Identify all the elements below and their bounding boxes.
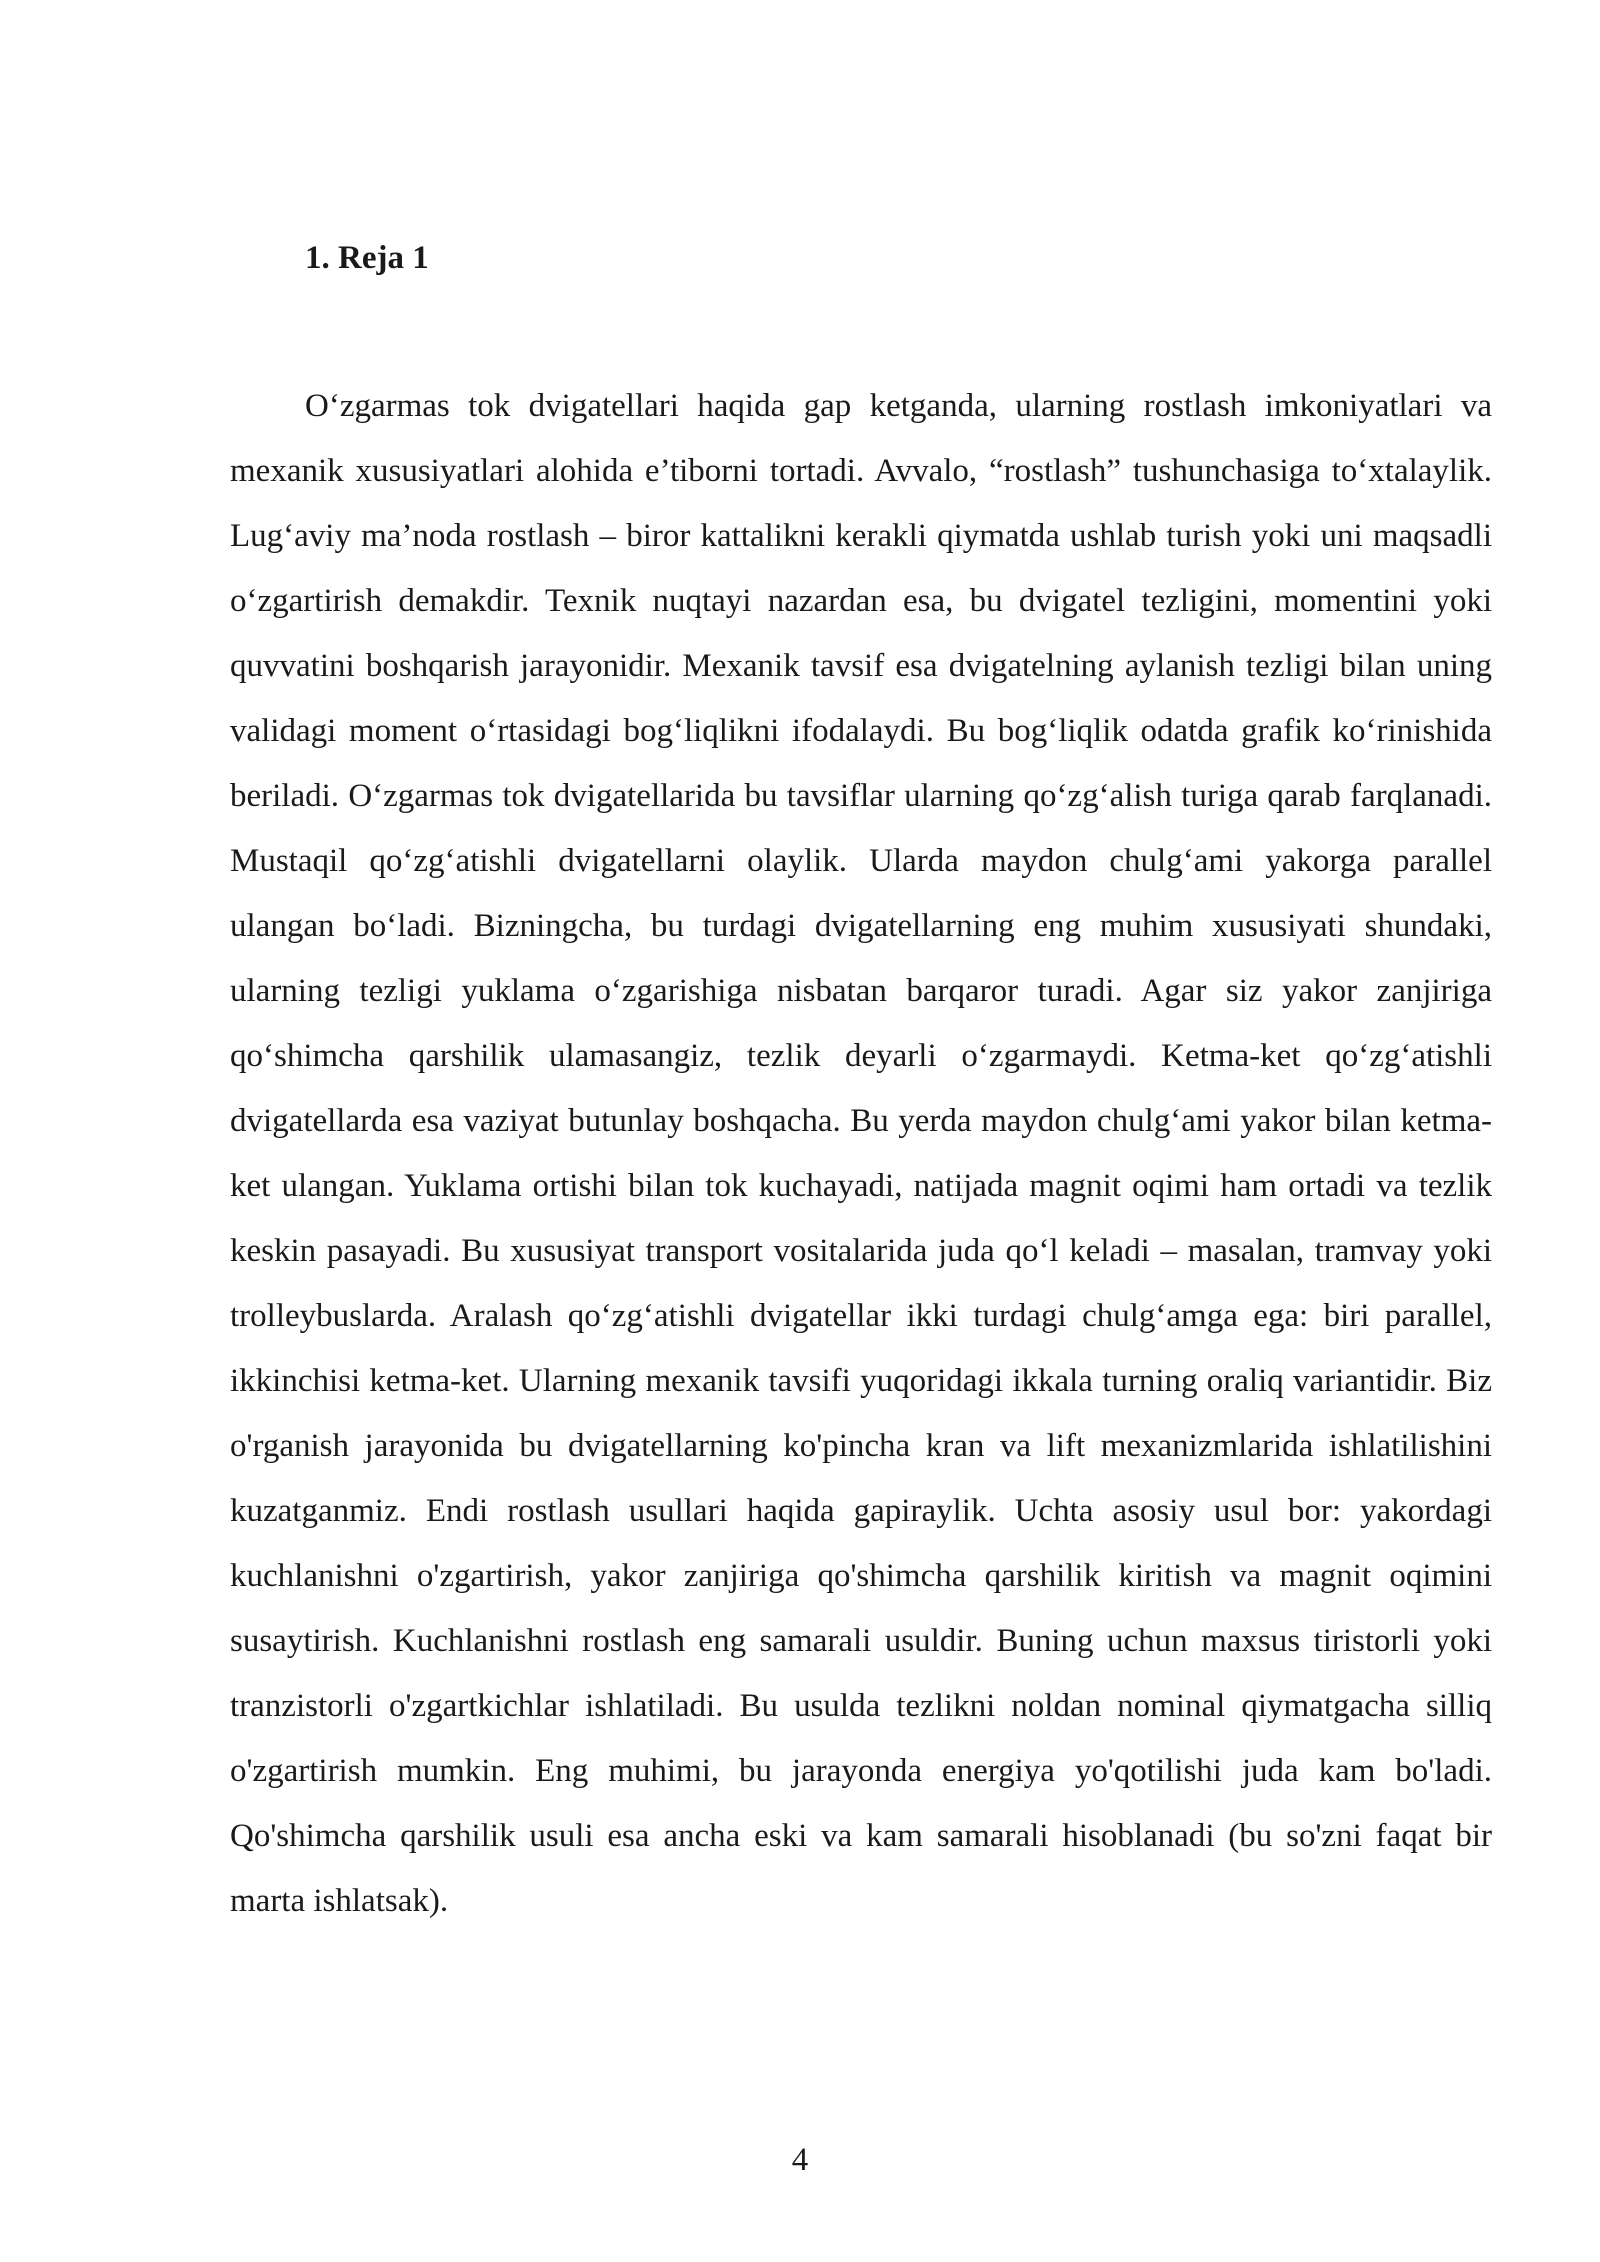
page-number: 4 [791,2142,809,2178]
section-heading: 1. Reja 1 [305,240,429,276]
body-paragraph: O‘zgarmas tok dvigatellari haqida gap ketganda, ularning rostlash imkoniyatlari va mexanik xususiyatlari alohida e’tiborni tortadi. Avvalo, “rostlash” tushunchasiga to‘xtalaylik. Lug‘aviy ma’noda rostlash – biror kattalikni kerakli qiymatda ushlab turish yoki uni maqsadli o‘zgartirish demakdir. Texnik nuqtayi nazardan esa, bu dvigatel tezligini, momentini yoki quvvatini boshqarish jarayonidir. Mexanik tavsif esa dvigatelning aylanish tezligi bilan uning validagi moment o‘rtasidagi bog‘liqlikni ifodalaydi. Bu bog‘liqlik odatda grafik ko‘rinishida beriladi. O‘zgarmas tok dvigatellarida bu tavsiflar ularning qo‘zg‘alish turiga qarab farqlanadi. Mustaqil qo‘zg‘atishli dvigatellarni olaylik. Ularda maydon chulg‘ami yakorga parallel ulangan bo‘ladi. Bizningcha, bu turdagi dvigatellarning eng muhim xususiyati shundaki, ularning tezligi yuklama o‘zgarishiga nisbatan barqaror turadi. Agar siz yakor zanjiriga qo‘shimcha qarshilik ulamasangiz, tezlik deyarli o‘zgarmaydi. Ketma-ket qo‘zg‘atishli dvigatellarda esa vaziyat butunlay boshqacha. Bu yerda maydon chulg‘ami yakor bilan ketma-ket ulangan. Yuklama ortishi bilan tok kuchayadi, natijada magnit oqimi ham ortadi va tezlik keskin pasayadi. Bu xususiyat transport vositalarida juda qo‘l keladi – masalan, tramvay yoki trolleybuslarda. Aralash qo‘zg‘atishli dvigatellar ikki turdagi chulg‘amga ega: biri parallel, ikkinchisi ketma-ket. Ularning mexanik tavsifi yuqoridagi ikkala turning oraliq variantidir. Biz o'rganish jarayonida bu dvigatellarning ko'pincha kran va lift mexanizmlarida ishlatilishini kuzatganmiz. Endi rostlash usullari haqida gapiraylik. Uchta asosiy usul bor: yakordagi kuchlanishni o'zgartirish, yakor zanjiriga qo'shimcha qarshilik kiritish va magnit oqimini susaytirish. Kuchlanishni rostlash eng samarali usuldir. Buning uchun maxsus tiristorli yoki tranzistorli o'zgartkichlar ishlatiladi. Bu usulda tezlikni noldan nominal qiymatgacha silliq o'zgartirish mumkin. Eng muhimi, bu jarayonda energiya yo'qotilishi juda kam bo'ladi. Qo'shimcha qarshilik usuli esa ancha eski va kam samarali hisoblanadi (bu so'zni faqat bir marta ishlatsak). [230,388,1492,1919]
